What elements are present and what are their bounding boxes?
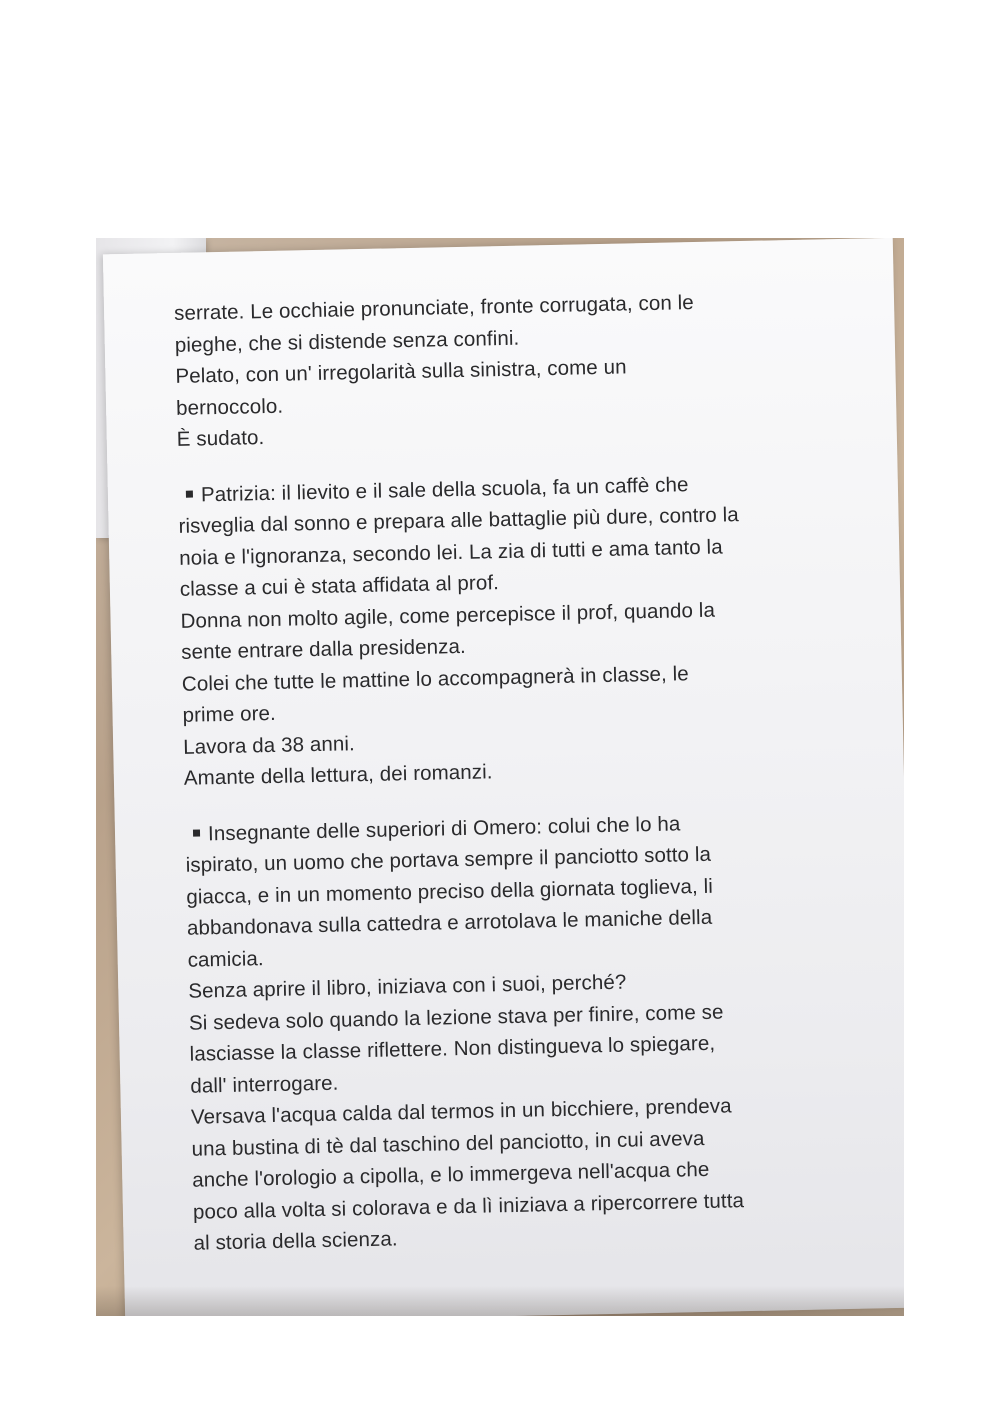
text-line: Pelato, con un' irregolarità sulla sinistra, come un	[175, 355, 627, 388]
text-line: lasciasse la classe riflettere. Non distingueva lo spiegare,	[189, 1031, 716, 1066]
text-line: Amante della lettura, dei romanzi.	[183, 760, 493, 790]
text-line: Versava l'acqua calda dal termos in un bicchiere, prendeva	[190, 1094, 732, 1129]
document-photo	[96, 238, 904, 1316]
text-line: una bustina di tè dal taschino del panciotto, in cui aveva	[191, 1126, 705, 1161]
text-line: È sudato.	[176, 426, 265, 451]
text-line: bernoccolo.	[175, 394, 284, 420]
text-line: giacca, e in un momento preciso della giornata toglieva, li	[186, 874, 714, 909]
text-line: sente entrare dalla presidenza.	[180, 634, 467, 664]
text-line: anche l'orologio a cipolla, e lo immergeva nell'acqua che	[192, 1157, 710, 1192]
text-line: camicia.	[187, 946, 264, 972]
text-line: Donna non molto agile, come percepisce il prof, quando la	[180, 598, 716, 633]
text-line: poco alla volta si colorava e da lì iniziava a ripercorrere tutta	[192, 1188, 745, 1224]
text-line: ispirato, un uomo che portava sempre il panciotto sotto la	[185, 842, 712, 877]
text-line: al storia della scienza.	[193, 1227, 398, 1255]
document-text	[174, 284, 854, 1259]
text-line: classe a cui è stata affidata al prof.	[179, 571, 500, 601]
square-bullet-icon	[193, 830, 200, 837]
text-line: Colei che tutte le mattine lo accompagnerà in classe, le	[181, 661, 690, 696]
text-line: Si sedeva solo quando la lezione stava per finire, come se	[188, 1000, 724, 1035]
text-line: abbandonava sulla cattedra e arrotolava le maniche della	[186, 905, 713, 940]
text-line: Insegnante delle superiori di Omero: colui che lo ha	[207, 811, 681, 845]
paper-sheet	[103, 238, 904, 1316]
text-line: serrate. Le occhiaie pronunciate, fronte corrugata, con le	[173, 291, 695, 325]
text-line: pieghe, che si distende senza confini.	[174, 326, 520, 357]
square-bullet-icon	[186, 491, 193, 498]
text-line: dall' interrogare.	[190, 1071, 339, 1098]
text-line: Patrizia: il lievito e il sale della scuola, fa un caffè che	[200, 472, 689, 506]
text-line: prime ore.	[182, 701, 277, 727]
text-line: Senza aprire il libro, iniziava con i suoi, perché?	[188, 970, 627, 1003]
text-line: Lavora da 38 anni.	[182, 731, 356, 759]
text-line: risveglia dal sonno e prepara alle battaglie più dure, contro la	[178, 503, 739, 538]
text-line: noia e l'ignoranza, secondo lei. La zia di tutti e ama tanto la	[179, 534, 723, 570]
